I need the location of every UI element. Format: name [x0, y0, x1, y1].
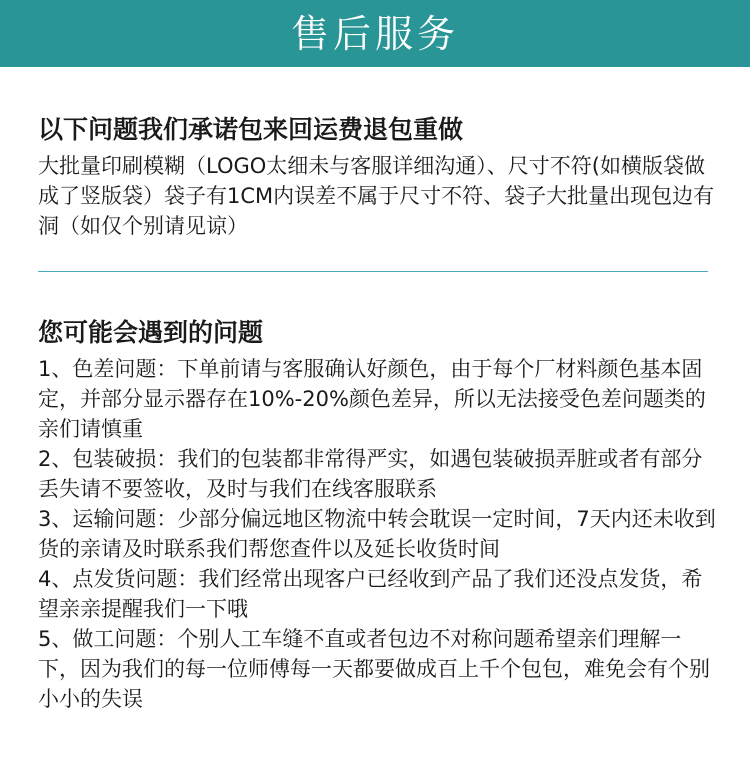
issues-heading: 您可能会遇到的问题	[38, 318, 264, 347]
issues-section	[38, 318, 718, 714]
guarantee-heading: 以下问题我们承诺包来回运费退包重做	[38, 115, 464, 144]
issue-item-color: 1、色差问题：下单前请与客服确认好颜色，由于每个厂材料颜色基本固定，并部分显示器存在10%-20%颜色差异，所以无法接受色差问题类的亲们请慎重	[38, 357, 706, 441]
header-banner	[0, 0, 750, 67]
issue-item-dispatch: 4、点发货问题：我们经常出现客户已经收到产品了我们还没点发货，希望亲亲提醒我们一下哦	[38, 567, 703, 621]
section-divider	[38, 271, 708, 272]
guarantee-body: 大批量印刷模糊（LOGO太细未与客服详细沟通）、尺寸不符(如横版袋做成了竖版袋）袋子有1CM内误差不属于尺寸不符、袋子大批量出现包边有洞（如仅个别请见谅）	[38, 154, 715, 238]
issue-item-workmanship: 5、做工问题：个别人工车缝不直或者包边不对称问题希望亲们理解一下，因为我们的每一位师傅每一天都要做成百上千个包包，难免会有个别小小的失误	[38, 627, 710, 711]
guarantee-section	[38, 115, 718, 241]
page-title: 售后服务	[290, 11, 459, 56]
issue-item-shipping: 3、运输问题：少部分偏远地区物流中转会耽误一定时间，7天内还未收到货的亲请及时联系我们帮您查件以及延长收货时间	[38, 507, 716, 561]
issue-item-packaging: 2、包装破损：我们的包装都非常得严实，如遇包装破损弄脏或者有部分丢失请不要签收，及时与我们在线客服联系	[38, 447, 703, 501]
